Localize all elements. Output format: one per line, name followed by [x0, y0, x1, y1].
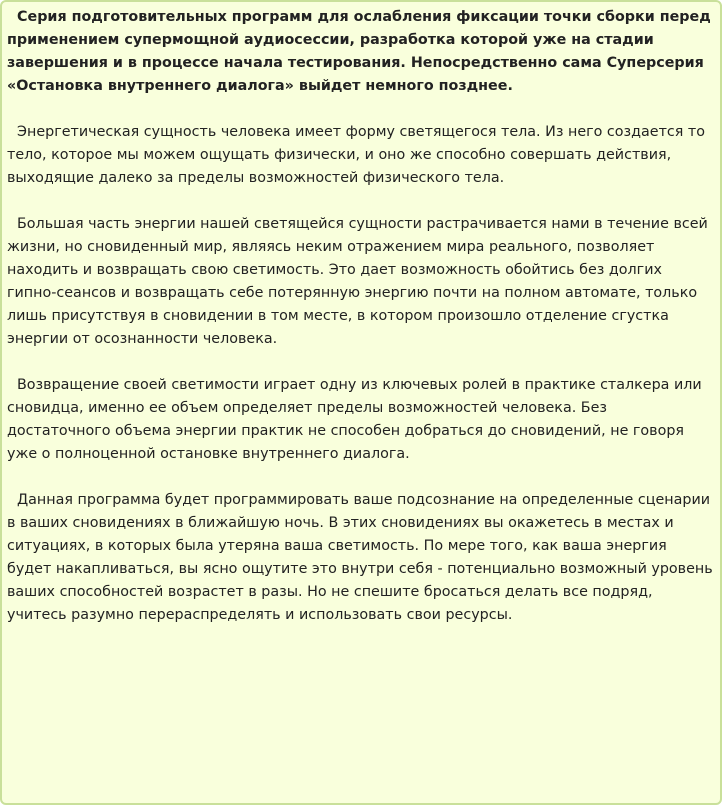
paragraph-energy-return: Большая часть энергии нашей светящейся сущности растрачивается нами в течение всей жизни, но сновиденный мир, являясь неким отражением мира реального, позволяет находить и возвращать свою светимость. Это дает возможность обойтись без долгих гипно-сеансов и возвращать себе потерянную энергию почти на полном автомате, только лишь присутствуя в сновидении в том месте, в котором произошло отделение сгустка энергии от осознанности человека.	[7, 216, 708, 347]
paragraph-luminosity-role: Возвращение своей светимости играет одну из ключевых ролей в практике сталкера или сновидца, именно ее объем определяет пределы возможностей человека. Без достаточного объема энергии практик не способен добраться до сновидений, не говоря уже о полноценной остановке внутреннего диалога.	[7, 377, 702, 462]
paragraph-energy-essence: Энергетическая сущность человека имеет форму светящегося тела. Из него создается то тело, которое мы можем ощущать физически, и оно же способно совершать действия, выходящие далеко за пределы возможностей физического тела.	[7, 124, 705, 186]
description-text	[7, 6, 713, 650]
intro-paragraph: Серия подготовительных программ для ослабления фиксации точки сборки перед применением супермощной аудиосессии, разработка которой уже на стадии завершения и в процессе начала тестирования. Непосредственно сама Суперсерия «Остановка внутреннего диалога» выйдет немного позднее.	[7, 9, 711, 94]
paragraph-program-description: Данная программа будет программировать ваше подсознание на определенные сценарии в ваших сновидениях в ближайшую ночь. В этих сновидениях вы окажетесь в местах и ситуациях, в которых была утеряна ваша светимость. По мере того, как ваша энергия будет накапливаться, вы ясно ощутите это внутри себя - потенциально возможный уровень ваших способностей возрастет в разы. Но не спешите бросаться делать все подряд, учитесь разумно перераспределять и использовать свои ресурсы.	[7, 492, 713, 623]
